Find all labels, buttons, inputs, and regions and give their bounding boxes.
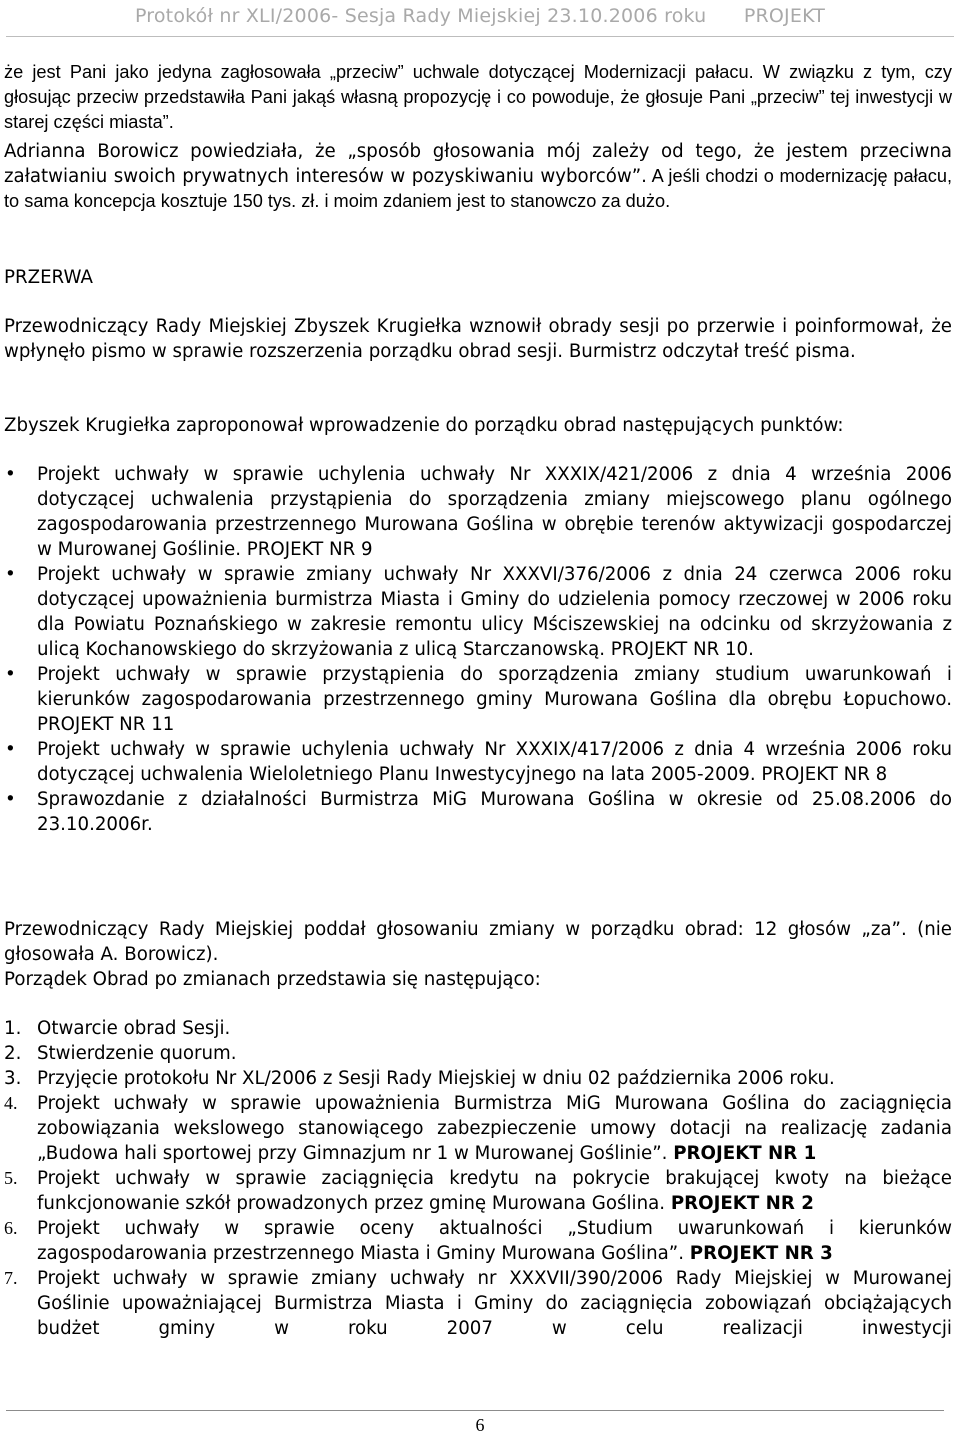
agenda-item <box>0 1066 952 1091</box>
agenda-number: 2. <box>4 1043 22 1064</box>
list-item <box>0 737 952 787</box>
page-number: 6 <box>475 1415 485 1435</box>
agenda-number: 1. <box>4 1018 22 1039</box>
agenda-number: 5. <box>4 1168 18 1188</box>
paragraph-proposal: Zbyszek Krugiełka zaproponował wprowadzenie do porządku obrad następujących punktów: <box>4 415 844 436</box>
agenda-text: Projekt uchwały w sprawie oceny aktualności „Studium uwarunkowań i kierunków zagospodarowania przestrzennego Miasta i Gminy Murowana Goślina”. <box>37 1218 952 1264</box>
agenda-text: Projekt uchwały w sprawie upoważnienia Burmistrza MiG Murowana Goślina do zaciągnięcia zobowiązania wekslowego stanowiącego zabezpieczenie umowy dotacji na realizację zadania „Budowa hali sportowej przy Gimnazjum nr 1 w Murowanej Goślinie”. <box>37 1093 952 1164</box>
paragraph-borowicz-answer <box>4 139 952 214</box>
borowicz-comment: A jeśli chodzi o modernizację pałacu, to sama koncepcja kosztuje 150 tys. zł. i moim zdaniem jest to stanowczo za dużo. <box>4 166 953 211</box>
project-number: PROJEKT NR 1 <box>673 1143 817 1164</box>
header-divider <box>6 36 954 37</box>
agenda-item <box>0 1216 952 1266</box>
agenda-list <box>0 1016 952 1341</box>
agenda-text: Projekt uchwały w sprawie zmiany uchwały nr XXXVII/390/2006 Rady Miejskiej w Murowanej Goślinie upoważniającej Burmistrza Miasta i Gminy do zaciągnięcia zobowiązań obciążających budżet gminy w roku 2007 w celu realizacji inwestycji <box>37 1268 952 1339</box>
paragraph-question: że jest Pani jako jedyna zagłosowała „przeciw” uchwale dotyczącej Modernizacji pałacu. W związku z tym, czy głosując przeciw przedstawiła Pani jakąś własną propozycję i co powoduje, że głosuje Pani „przeciw” tej inwestycji w starej części miasta”. <box>4 62 952 132</box>
agenda-number: 7. <box>4 1268 18 1288</box>
agenda-text: Projekt uchwały w sprawie zaciągnięcia kredytu na pokrycie brakującej kwoty na bieżące funkcjonowanie szkół prowadzonych przez gminę Murowana Goślina. <box>37 1168 952 1214</box>
agenda-text: Przyjęcie protokołu Nr XL/2006 z Sesji Rady Miejskiej w dniu 02 października 2006 roku. <box>37 1068 835 1089</box>
list-item-text: Projekt uchwały w sprawie uchylenia uchwały Nr XXXIX/417/2006 z dnia 4 września 2006 roku dotyczącej uchwalenia Wieloletniego Planu Inwestycyjnego na lata 2005-2009. PROJEKT NR 8 <box>37 739 952 785</box>
borowicz-quote: Adrianna Borowicz powiedziała, że „sposób głosowania mój zależy od tego, że jestem przeciwna załatwianiu swoich prywatnych interesów w pozyskiwaniu wyborców”. <box>4 141 952 187</box>
footer-divider <box>6 1410 944 1411</box>
agenda-item <box>0 1016 952 1041</box>
agenda-text: Otwarcie obrad Sesji. <box>37 1018 231 1039</box>
agenda-number: 6. <box>4 1218 18 1238</box>
list-item <box>0 562 952 662</box>
project-number: PROJEKT NR 3 <box>689 1243 833 1264</box>
agenda-text: Stwierdzenie quorum. <box>37 1043 237 1064</box>
running-header: Protokół nr XLI/2006- Sesja Rady Miejskiej 23.10.2006 roku PROJEKT <box>134 5 826 27</box>
agenda-item <box>0 1266 952 1341</box>
paragraph-vote: Przewodniczący Rady Miejskiej poddał głosowaniu zmiany w porządku obrad: 12 głosów „za”. (nie głosowała A. Borowicz). <box>4 919 952 965</box>
list-item <box>0 662 952 737</box>
paragraph-agenda-intro: Porządek Obrad po zmianach przedstawia się następująco: <box>4 969 541 990</box>
agenda-item <box>0 1041 952 1066</box>
bullet-mark: • <box>5 564 16 585</box>
bullet-mark: • <box>5 464 16 485</box>
list-item-text: Projekt uchwały w sprawie uchylenia uchwały Nr XXXIX/421/2006 z dnia 4 września 2006 dotyczącej uchwalenia przystąpienia do sporządzenia zmiany miejscowego planu ogólnego zagospodarowania przestrzennego Murowana Goślina w obrębie terenów aktywizacji gospodarczej w Murowanej Goślinie. PROJEKT NR 9 <box>37 464 952 560</box>
paragraph-resumption: Przewodniczący Rady Miejskiej Zbyszek Krugiełka wznowił obrady sesji po przerwie i poinformował, że wpłynęło pismo w sprawie rozszerzenia porządku obrad sesji. Burmistrz odczytał treść pisma. <box>4 316 952 362</box>
list-item-text: Projekt uchwały w sprawie przystąpienia do sporządzenia zmiany studium uwarunkowań i kierunków zagospodarowania przestrzennego gminy Murowana Goślina dla obrębu Łopuchowo. PROJEKT NR 11 <box>37 664 952 735</box>
list-item <box>0 787 952 837</box>
list-item-text: Projekt uchwały w sprawie zmiany uchwały Nr XXXVI/376/2006 z dnia 24 czerwca 2006 roku dotyczącej upoważnienia burmistrza Miasta i Gminy do udzielenia pomocy rzeczowej w 2006 roku dla Powiatu Poznańskiego w zakresie remontu ulicy Mściszewskiej na odcinku od skrzyżowania z ulicą Kochanowskiego do skrzyżowania z ulicą Starczanowską. PROJEKT NR 10. <box>37 564 952 660</box>
list-item-text: Sprawozdanie z działalności Burmistrza MiG Murowana Goślina w okresie od 25.08.2006 do 23.10.2006r. <box>37 789 952 835</box>
bullet-mark: • <box>5 664 16 685</box>
agenda-number: 3. <box>4 1068 22 1089</box>
project-number: PROJEKT NR 2 <box>670 1193 814 1214</box>
agenda-number: 4. <box>4 1093 18 1113</box>
bullet-mark: • <box>5 739 16 760</box>
agenda-item <box>0 1091 952 1166</box>
proposed-items-list <box>0 462 952 837</box>
agenda-item <box>0 1166 952 1216</box>
break-label: PRZERWA <box>4 267 93 288</box>
list-item <box>0 462 952 562</box>
bullet-mark: • <box>5 789 16 810</box>
